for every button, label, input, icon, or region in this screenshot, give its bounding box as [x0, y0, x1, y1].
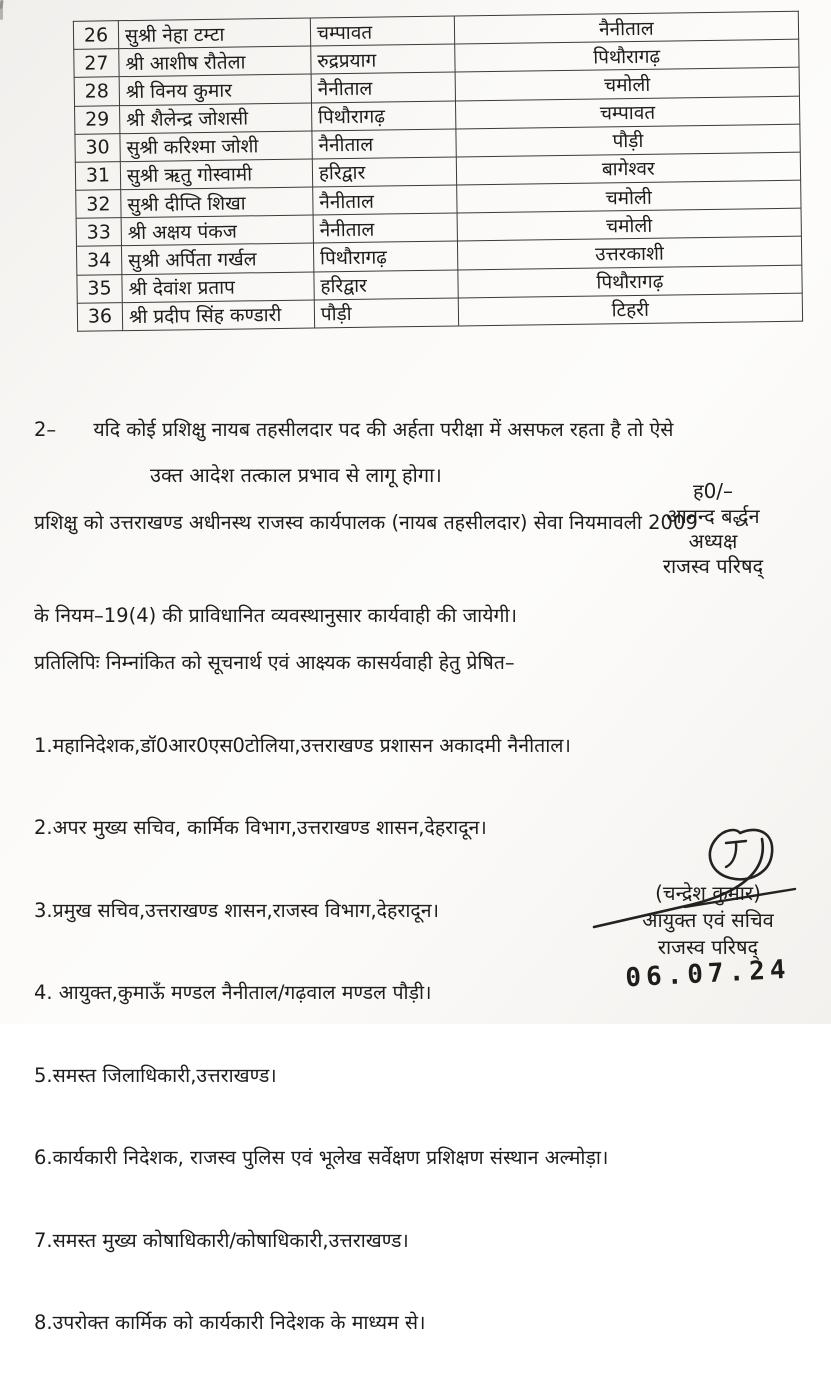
posting-table [73, 11, 803, 332]
distribution-item: 5.समस्त जिलाधिकारी,उत्तराखण्ड। [34, 1063, 277, 1087]
cell-district-to: चम्पावत [455, 96, 800, 129]
cell-district-to: पिथौरागढ़ [458, 265, 803, 298]
signatory-designation: अध्यक्ष [688, 529, 738, 553]
cell-serial: 32 [76, 190, 121, 219]
cell-district-from: नैनीताल [313, 213, 457, 243]
signer-name: (चन्द्रेश कुमार) [655, 881, 761, 905]
signatory-name: आनन्द बर्द्धन [666, 504, 760, 528]
cell-serial: 26 [73, 21, 118, 50]
cell-district-from: हरिद्वार [314, 270, 458, 300]
signatory-block [628, 479, 798, 579]
distribution-header: प्रतिलिपिः निम्नांकित को सूचनार्थ एवं आक्ष्यक कासर्यवाही हेतु प्रेषित– [34, 651, 515, 674]
cell-district-from: रुद्रप्रयाग [311, 44, 455, 74]
distribution-list [34, 594, 814, 1392]
cell-name: श्री अक्षय पंकज [121, 215, 313, 246]
effective-order-line: उक्त आदेश तत्काल प्रभाव से लागू होगा। [150, 463, 442, 487]
distribution-item: 7.समस्त मुख्य कोषाधिकारी/कोषाधिकारी,उत्तराखण्ड। [34, 1228, 409, 1252]
cell-district-to: चमोली [457, 208, 802, 241]
cell-serial: 34 [76, 246, 121, 275]
cell-name: श्री प्रदीप सिंह कण्डारी [122, 300, 314, 331]
cell-serial: 29 [75, 105, 120, 134]
cell-district-to: पौड़ी [456, 124, 801, 157]
cell-name: श्री शैलेन्द्र जोशसी [119, 103, 311, 134]
scan-artifact [0, 0, 4, 9]
handwritten-date: 06.07.24 [624, 954, 792, 994]
signer-block [618, 880, 798, 994]
signer-organization: राजस्व परिषद् [657, 935, 759, 959]
cell-district-from: पौड़ी [314, 298, 458, 328]
cell-serial: 27 [74, 49, 119, 78]
paragraph-line: प्रशिक्षु को उत्तराखण्ड अधीनस्थ राजस्व कार्यपालक (नायब तहसीलदार) सेवा नियमावली 2009 [34, 511, 698, 534]
cell-district-from: नैनीताल [311, 72, 455, 102]
cell-district-to: चमोली [456, 180, 801, 213]
distribution-item: 1.महानिदेशक,डॉ0आर0एस0टोलिया,उत्तराखण्ड प्रशासन अकादमी नैनीताल। [34, 733, 571, 757]
cell-district-from: नैनीताल [312, 129, 456, 159]
paragraph-line: 2– यदि कोई प्रशिक्षु नायब तहसीलदार पद की अर्हता परीक्षा में असफल रहता है तो ऐसे [34, 418, 674, 441]
distribution-item: 3.प्रमुख सचिव,उत्तराखण्ड शासन,राजस्व विभाग,देहरादून। [34, 898, 439, 922]
cell-serial: 31 [75, 162, 120, 191]
distribution-item: 4. आयुक्त,कुमाऊँ मण्डल नैनीताल/गढ़वाल मण्डल पौड़ी। [34, 981, 432, 1004]
cell-serial: 36 [77, 302, 122, 331]
cell-name: श्री आशीष रौतेला [119, 46, 311, 77]
cell-name: सुश्री नेहा टम्टा [118, 18, 310, 49]
cell-district-to: बागेश्वर [456, 152, 801, 185]
cell-district-from: हरिद्वार [312, 157, 456, 187]
cell-name: सुश्री ऋतु गोस्वामी [120, 159, 312, 190]
signed-abbreviation: ह0/– [692, 479, 734, 503]
distribution-item: 2.अपर मुख्य सचिव, कार्मिक विभाग,उत्तराखण्ड शासन,देहरादून। [34, 816, 487, 839]
cell-name: सुश्री दीप्ति शिखा [121, 187, 313, 218]
cell-district-from: पिथौरागढ़ [311, 101, 455, 131]
cell-name: श्री विनय कुमार [119, 74, 311, 105]
cell-district-from: चम्पावत [310, 16, 454, 46]
cell-district-from: पिथौरागढ़ [313, 241, 457, 271]
cell-district-from: नैनीताल [313, 185, 457, 215]
signer-designation: आयुक्त एवं सचिव [642, 908, 774, 932]
cell-serial: 35 [77, 274, 122, 303]
distribution-item: 8.उपरोक्त कार्मिक को कार्यकारी निदेशक के माध्यम से। [34, 1311, 426, 1334]
cell-serial: 28 [74, 77, 119, 106]
cell-name: सुश्री अर्पिता गर्खल [121, 243, 313, 274]
cell-district-to: टिहरी [458, 293, 803, 326]
signatory-organization: राजस्व परिषद् [662, 554, 764, 578]
cell-serial: 33 [76, 218, 121, 247]
cell-district-to: उत्तरकाशी [457, 237, 802, 270]
cell-district-to: पिथौरागढ़ [454, 39, 799, 72]
cell-name: श्री देवांश प्रताप [122, 272, 314, 303]
distribution-item: 6.कार्यकारी निदेशक, राजस्व पुलिस एवं भूलेख सर्वेक्षण प्रशिक्षण संस्थान अल्मोड़ा। [34, 1146, 609, 1169]
cell-serial: 30 [75, 133, 120, 162]
cell-name: सुश्री करिश्मा जोशी [120, 131, 312, 162]
paragraph-line: के नियम–19(4) की प्राविधानित व्यवस्थानुसार कार्यवाही की जायेगी। [34, 604, 517, 627]
cell-district-to: नैनीताल [454, 11, 799, 44]
cell-district-to: चमोली [455, 68, 800, 101]
